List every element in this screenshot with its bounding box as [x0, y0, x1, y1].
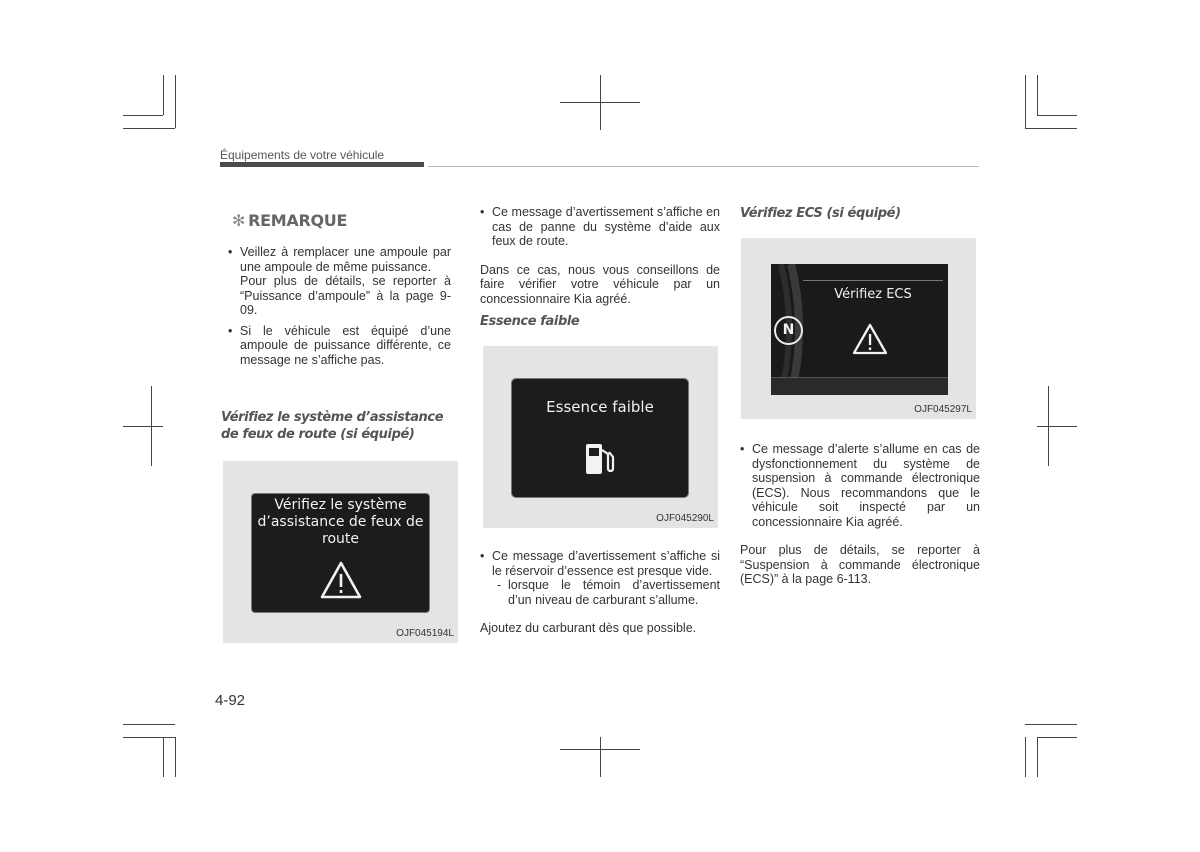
right-text: [740, 442, 980, 587]
crop-mark: [123, 737, 175, 738]
ecs-bottom-band: [771, 377, 948, 395]
low-fuel-screen: [511, 378, 689, 498]
crop-mark: [1048, 386, 1049, 466]
ecs-screen-text: Vérifiez ECS: [834, 287, 912, 302]
middle-heading: Essence faible: [480, 314, 580, 329]
middle-paragraph-1: Dans ce cas, nous vous conseillons de faire vérifier votre véhicule par un concessionnaire Kia agréé.: [480, 262, 720, 306]
note-list: [228, 245, 451, 367]
crop-mark: [163, 75, 164, 115]
right-heading: Vérifiez ECS (si équipé): [740, 206, 901, 221]
left-heading: Vérifiez le système d’assistance de feux de route (si équipé): [221, 410, 444, 442]
crop-mark: [600, 75, 601, 130]
crop-mark: [163, 737, 164, 777]
crop-mark: [123, 128, 175, 129]
crop-mark: [1037, 426, 1077, 427]
crop-mark: [1037, 737, 1038, 777]
figure-code: OJF045297L: [914, 404, 972, 415]
figure-ecs: [741, 238, 976, 419]
crop-mark: [1025, 724, 1077, 725]
crop-mark: [1037, 75, 1038, 115]
page-number: 4-92: [215, 692, 246, 709]
ecs-screen: [771, 264, 948, 395]
crop-mark: [151, 386, 152, 466]
crop-mark: [1037, 115, 1077, 116]
crop-mark: [175, 737, 176, 777]
crop-mark: [600, 737, 601, 777]
right-paragraph-1: Pour plus de détails, se reporter à “Suspension à commande électronique (ECS)” à la page 6-113.: [740, 543, 980, 586]
middle-text-bottom: [480, 549, 720, 636]
note-item: • Veillez à remplacer une ampoule par une ampoule de même puissance.: [228, 245, 451, 274]
middle-bullet-1: • Ce message d’avertissement s’affiche en cas de panne du système d’aide aux feux de route.: [480, 205, 720, 249]
low-fuel-screen-text: Essence faible: [546, 398, 654, 416]
note-item: • Si le véhicule est équipé d’une ampoule de puissance différente, ce message ne s’affiche pas.: [228, 324, 451, 368]
crop-mark: [123, 724, 175, 725]
gear-letter: N: [782, 322, 795, 338]
highbeam-screen-text: Vérifiez le système d’assistance de feux de route: [257, 497, 424, 547]
middle-dash-1: - lorsque le témoin d’avertissement d’un niveau de carburant s’allume.: [480, 578, 720, 607]
section-header: Équipements de votre véhicule: [220, 148, 385, 162]
figure-low-fuel: [483, 346, 718, 528]
fuel-pump-icon: [583, 441, 617, 477]
asterisk-icon: ✻: [232, 211, 246, 230]
middle-text-top: [480, 205, 720, 306]
crop-mark: [175, 75, 176, 128]
crop-mark: [1025, 75, 1026, 128]
crop-mark: [1025, 737, 1026, 777]
crop-mark: [123, 426, 163, 427]
header-bar: [220, 162, 424, 167]
middle-bullet-2: • Ce message d’avertissement s’affiche si le réservoir d’essence est presque vide.: [480, 549, 720, 578]
middle-paragraph-2: Ajoutez du carburant dès que possible.: [480, 621, 697, 635]
warning-icon: [319, 560, 363, 600]
header-rule: [428, 166, 979, 167]
gear-indicator: [774, 316, 803, 345]
figure-code: OJF045194L: [396, 628, 454, 639]
note-item: Pour plus de détails, se reporter à “Puissance d’ampoule” à la page 9-09.: [240, 274, 451, 317]
ecs-top-rule: [803, 280, 943, 281]
note-title: [232, 211, 347, 230]
crop-mark: [1025, 128, 1077, 129]
crop-mark: [123, 115, 163, 116]
figure-code: OJF045290L: [656, 513, 714, 524]
figure-highbeam: [223, 461, 458, 643]
note-title-text: REMARQUE: [248, 211, 348, 230]
right-bullet-1: • Ce message d’alerte s’allume en cas de dysfonctionnement du système de suspension à commande électronique (ECS). Nous recommandons que le véhicule soit inspecté par un concessionnaire Kia agréé.: [740, 442, 980, 529]
highbeam-screen: [251, 493, 430, 613]
crop-mark: [1037, 737, 1077, 738]
warning-icon: [851, 322, 889, 356]
